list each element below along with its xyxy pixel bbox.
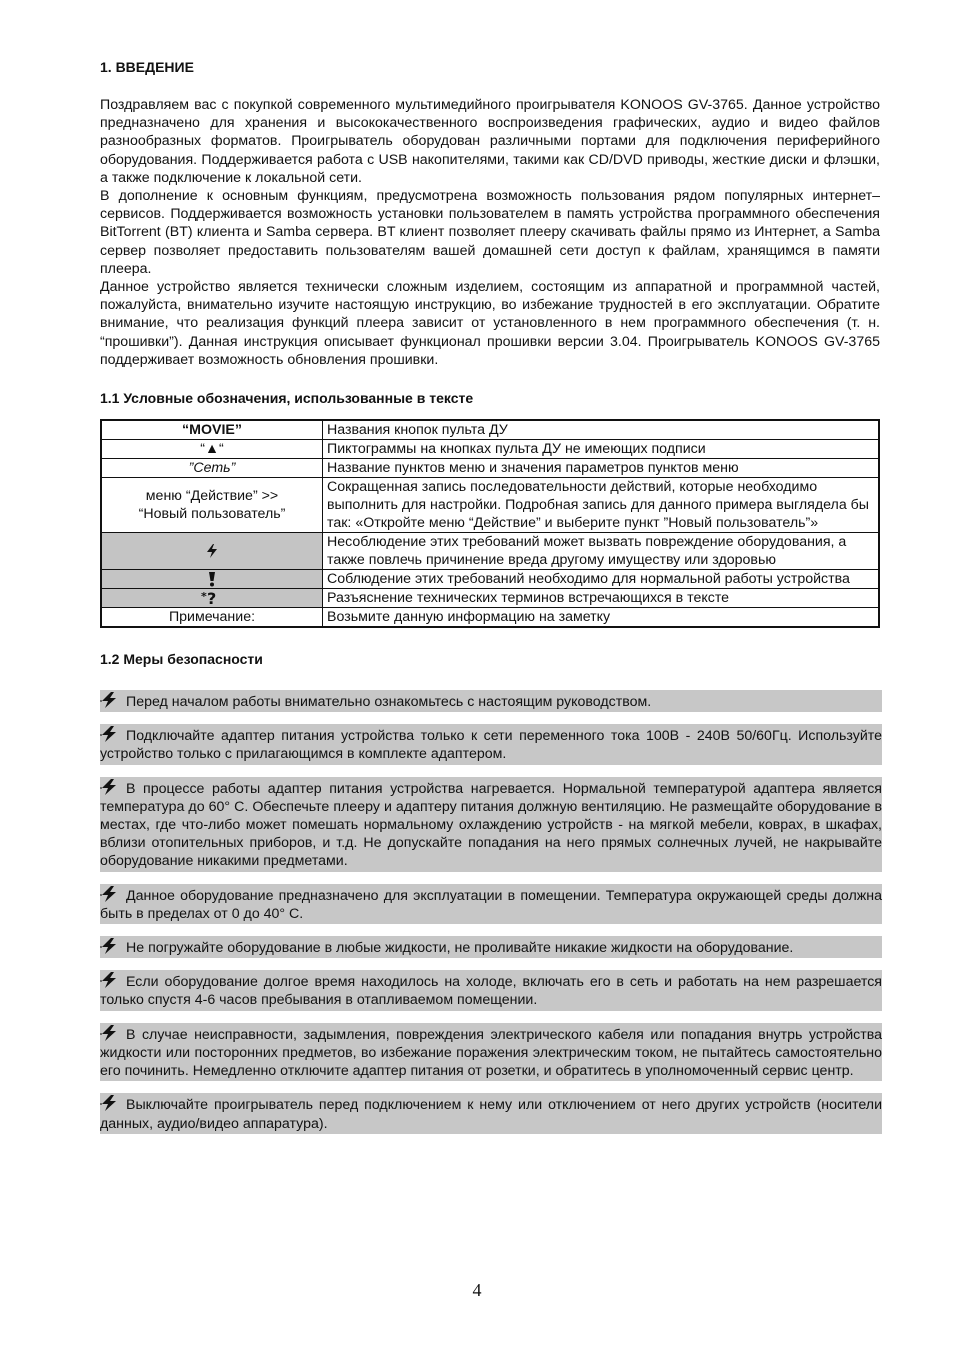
table-row bbox=[101, 420, 879, 440]
description-cell: Сокращенная запись последовательности действий, которые необходимо выполнить для настройки. Подробная запись для данного примера выглядела бы так: «Откройте меню “Действие” и выберите пункт ”Новый пользователь”» bbox=[323, 478, 880, 533]
lightning-icon bbox=[100, 692, 118, 708]
lightning-icon bbox=[100, 779, 118, 795]
svg-text:*: * bbox=[201, 590, 207, 604]
table-row bbox=[101, 608, 879, 628]
lightning-icon bbox=[204, 543, 220, 559]
section-heading-conventions: 1.1 Условные обозначения, использованные в тексте bbox=[100, 390, 474, 407]
safety-item-text: Выключайте проигрыватель перед подключением к нему или отключением от него других устройств (носители данных, аудио/видео аппаратура). bbox=[100, 1097, 882, 1132]
section-heading-safety: 1.2 Меры безопасности bbox=[100, 651, 263, 668]
description-cell: Название пунктов меню и значения параметров пунктов меню bbox=[323, 459, 880, 478]
symbol-cell: Примечание: bbox=[101, 608, 323, 628]
symbol-cell bbox=[101, 478, 323, 533]
table-row bbox=[101, 533, 879, 570]
intro-paragraph-1: Поздравляем вас с покупкой современного мультимедийного проигрывателя KONOOS GV-3765. Данное устройство предназначено для хранения и высококачественного воспроизведения графических, аудио и видео файлов разнообразных форматов. Проигрыватель оборудован различными портами для подключения периферийного оборудования. Поддерживается работа с USB накопителями, такими как CD/DVD приводы, жесткие диски и флэшки, а также подключение к локальной сети. bbox=[100, 97, 880, 186]
description-cell: Пиктограммы на кнопках пульта ДУ не имеющих подписи bbox=[323, 440, 880, 459]
symbol-cell: “MOVIE” bbox=[101, 420, 323, 440]
document-page bbox=[100, 58, 880, 1146]
symbol-cell: “▲“ bbox=[101, 440, 323, 459]
conventions-table bbox=[100, 419, 880, 628]
description-cell: Названия кнопок пульта ДУ bbox=[323, 420, 880, 440]
svg-text:?: ? bbox=[207, 590, 217, 607]
safety-item-text: Подключайте адаптер питания устройства только к сети переменного тока 100В - 240В 50/60Гц. Используйте устройство только с прилагающимся в комплекте адаптером. bbox=[100, 728, 882, 763]
exclamation-icon bbox=[207, 571, 217, 587]
safety-item-text: Данное оборудование предназначено для эксплуатации в помещении. Температура окружающей среды должна быть в пределах от 0 до 40° С. bbox=[100, 887, 882, 922]
safety-item-text: Не погружайте оборудование в любые жидкости, не проливайте никакие жидкости на оборудование. bbox=[126, 940, 794, 957]
table-row bbox=[101, 459, 879, 478]
symbol-cell bbox=[101, 589, 323, 608]
section-heading-intro: 1. ВВЕДЕНИЕ bbox=[100, 59, 194, 75]
intro-paragraph-3: Данное устройство является технически сложным изделием, состоящим из аппаратной и программной частей, пожалуйста, внимательно изучите настоящую инструкцию, во избежание трудностей в его эксплуатации. Обратите внимание, что реализация функций плеера зависит от установленного в нем программного обеспечения (т. н. “прошивки”). Данная инструкция описывает функционал прошивки версии 3.04. Проигрыватель KONOOS GV-3765 поддерживает возможность обновления прошивки. bbox=[100, 279, 880, 368]
lightning-icon bbox=[100, 1025, 118, 1041]
lightning-icon bbox=[100, 726, 118, 742]
safety-list bbox=[100, 690, 880, 1134]
safety-item bbox=[100, 1023, 882, 1082]
table-row bbox=[101, 589, 879, 608]
safety-item-text: В процессе работы адаптер питания устройства нагревается. Нормальной температурой адаптера является температура до 60° С. Обеспечьте плееру и адаптеру питания должную вентиляцию. Не размещайте оборудование в местах, где что-либо может помешать нормальному охлаждению устройств - на мягкой мебели, коврах, в шкафах, вблизи отопительных приборов, и т.д. Не допускайте попадания на него прямых солнечных лучей, не накрывайте оборудование никакими предметами. bbox=[100, 780, 882, 870]
safety-item bbox=[100, 777, 882, 872]
lightning-icon bbox=[100, 938, 118, 954]
symbol-line: меню “Действие” >> bbox=[145, 488, 279, 505]
lightning-icon bbox=[100, 1095, 118, 1111]
description-cell: Несоблюдение этих требований может вызвать повреждение оборудования, а также повлечь причинение вреда другому имуществу или здоровью bbox=[323, 533, 880, 570]
asterisk-question-icon bbox=[201, 590, 223, 606]
safety-item bbox=[100, 970, 882, 1010]
table-row bbox=[101, 478, 879, 533]
table-row bbox=[101, 570, 879, 589]
safety-item bbox=[100, 724, 882, 764]
safety-item bbox=[100, 884, 882, 924]
symbol-cell bbox=[101, 533, 323, 570]
description-cell: Разъяснение технических терминов встречающихся в тексте bbox=[323, 589, 880, 608]
table-row bbox=[101, 440, 879, 459]
description-cell: Соблюдение этих требований необходимо для нормальной работы устройства bbox=[323, 570, 880, 589]
safety-item-text: Перед началом работы внимательно ознакомьтесь с настоящим руководством. bbox=[126, 694, 652, 711]
symbol-cell bbox=[101, 570, 323, 589]
symbol-cell: ”Сеть” bbox=[101, 459, 323, 478]
lightning-icon bbox=[100, 886, 118, 902]
page-number: 4 bbox=[472, 1280, 482, 1300]
description-cell: Возьмите данную информацию на заметку bbox=[323, 608, 880, 628]
safety-item-text: В случае неисправности, задымления, повреждения электрического кабеля или попадания внутрь устройства жидкости или посторонних предметов, во избежание поражения электрическим током, не пытайтесь самостоятельно его починить. Немедленно отключите адаптер питания от розетки, и обратитесь в уполномоченный сервис центр. bbox=[100, 1026, 882, 1080]
safety-item bbox=[100, 690, 882, 712]
safety-item bbox=[100, 1093, 882, 1133]
symbol-line: “Новый пользователь” bbox=[138, 506, 286, 523]
lightning-icon bbox=[100, 972, 118, 988]
safety-item-text: Если оборудование долгое время находилось на холоде, включать его в сеть и работать на нем разрешается только спустя 4-6 часов пребывания в отапливаемом помещении. bbox=[100, 974, 882, 1009]
intro-paragraph-2: В дополнение к основным функциям, предусмотрена возможность пользования рядом популярных интернет–сервисов. Поддерживается возможность установки пользователем в память устройства программного обеспечения BitTorrent (BT) клиента и Samba сервера. BT клиент позволяет плееру скачивать файлы прямо из Интернет, а Samba сервер позволяет предоставить пользователям вашей домашней сети доступ к файлам, хранящимся в памяти плеера. bbox=[100, 188, 880, 277]
safety-item bbox=[100, 936, 882, 958]
